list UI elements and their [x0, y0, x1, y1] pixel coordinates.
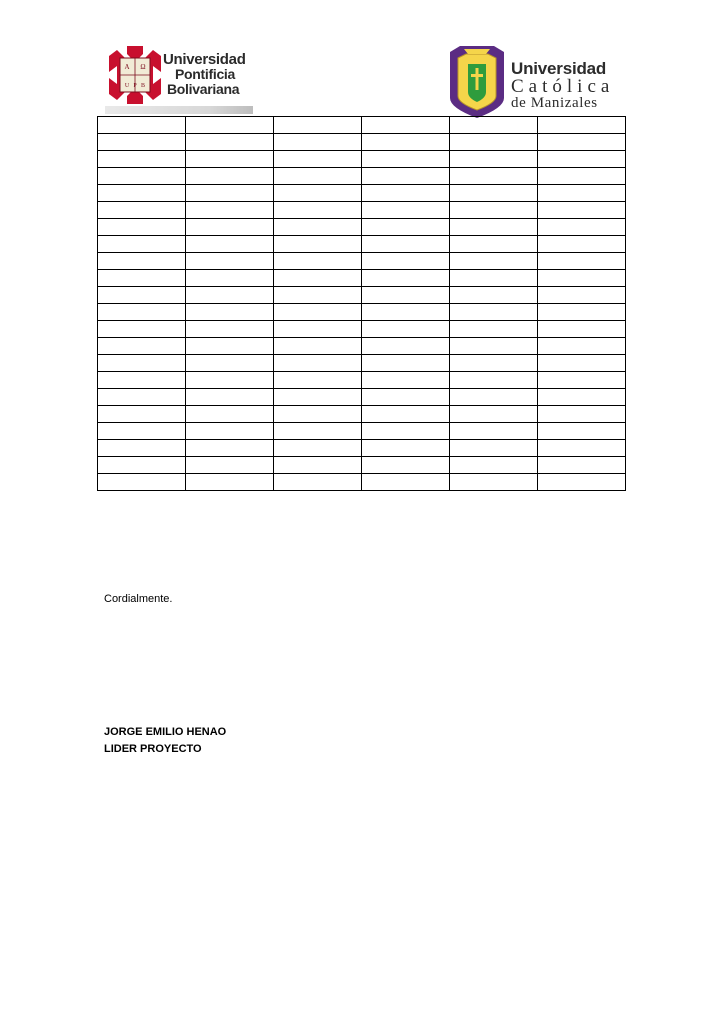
table-cell — [538, 389, 626, 406]
table-cell — [362, 338, 450, 355]
table-cell — [450, 270, 538, 287]
table-cell — [450, 389, 538, 406]
table-cell — [186, 185, 274, 202]
table-cell — [98, 134, 186, 151]
table-cell — [538, 372, 626, 389]
table-cell — [98, 117, 186, 134]
table-cell — [538, 338, 626, 355]
table-cell — [450, 474, 538, 491]
table-cell — [362, 406, 450, 423]
table-cell — [98, 185, 186, 202]
table-row — [98, 474, 626, 491]
table-cell — [186, 457, 274, 474]
table-cell — [538, 304, 626, 321]
table-cell — [98, 389, 186, 406]
table-cell — [98, 168, 186, 185]
upb-line1: Universidad — [163, 51, 246, 68]
table-row — [98, 287, 626, 304]
table-cell — [538, 253, 626, 270]
upb-cross-seal-icon — [109, 46, 161, 104]
table-cell — [186, 287, 274, 304]
table-cell — [274, 168, 362, 185]
table-cell — [450, 168, 538, 185]
table-cell — [98, 457, 186, 474]
table-row — [98, 270, 626, 287]
table-cell — [362, 253, 450, 270]
table-cell — [274, 457, 362, 474]
table-cell — [538, 423, 626, 440]
table-cell — [362, 219, 450, 236]
table-row — [98, 355, 626, 372]
table-cell — [450, 440, 538, 457]
table-cell — [186, 253, 274, 270]
table-cell — [274, 219, 362, 236]
table-cell — [538, 117, 626, 134]
table-cell — [538, 457, 626, 474]
table-cell — [98, 287, 186, 304]
table-cell — [450, 338, 538, 355]
empty-data-table — [97, 116, 626, 491]
table-cell — [98, 270, 186, 287]
upb-line2: Pontificia — [175, 66, 236, 82]
table-row — [98, 151, 626, 168]
table-cell — [274, 117, 362, 134]
table-cell — [450, 457, 538, 474]
table-cell — [274, 389, 362, 406]
table-cell — [362, 423, 450, 440]
table-cell — [450, 423, 538, 440]
table-cell — [362, 474, 450, 491]
table-row — [98, 134, 626, 151]
table-cell — [538, 185, 626, 202]
table-row — [98, 321, 626, 338]
signer-role: LIDER PROYECTO — [104, 743, 202, 755]
table-cell — [450, 321, 538, 338]
table-cell — [274, 423, 362, 440]
table-cell — [186, 474, 274, 491]
table-cell — [186, 406, 274, 423]
table-cell — [98, 440, 186, 457]
table-cell — [362, 372, 450, 389]
table-cell — [450, 253, 538, 270]
table-cell — [98, 151, 186, 168]
table-cell — [186, 440, 274, 457]
table-cell — [274, 270, 362, 287]
table-cell — [186, 236, 274, 253]
table-cell — [362, 321, 450, 338]
table-cell — [98, 474, 186, 491]
svg-text:P: P — [133, 83, 137, 89]
table-cell — [538, 270, 626, 287]
signature-block — [104, 724, 226, 758]
table-cell — [450, 219, 538, 236]
table-cell — [450, 117, 538, 134]
upb-logo — [105, 46, 253, 118]
table-cell — [362, 185, 450, 202]
ucm-shield-icon — [446, 46, 508, 118]
table-cell — [98, 321, 186, 338]
ucm-line1: Universidad — [511, 59, 607, 78]
table-cell — [362, 457, 450, 474]
table-cell — [450, 134, 538, 151]
svg-text:A: A — [124, 63, 130, 71]
table-row — [98, 304, 626, 321]
table-cell — [450, 355, 538, 372]
table-cell — [274, 372, 362, 389]
table-row — [98, 117, 626, 134]
table-cell — [186, 202, 274, 219]
table-cell — [274, 287, 362, 304]
table-cell — [186, 389, 274, 406]
table-cell — [98, 355, 186, 372]
table-row — [98, 389, 626, 406]
table-cell — [98, 202, 186, 219]
table-cell — [450, 372, 538, 389]
table-cell — [538, 168, 626, 185]
table-cell — [538, 287, 626, 304]
table-cell — [450, 406, 538, 423]
table-row — [98, 236, 626, 253]
table-cell — [362, 389, 450, 406]
table-cell — [274, 151, 362, 168]
table-row — [98, 168, 626, 185]
table-cell — [538, 440, 626, 457]
table-cell — [450, 202, 538, 219]
table-row — [98, 457, 626, 474]
table-cell — [186, 355, 274, 372]
table-cell — [538, 355, 626, 372]
ucm-line2: Católica — [511, 76, 615, 97]
ucm-logo — [446, 46, 622, 118]
table-cell — [274, 474, 362, 491]
upb-line3: Bolivariana — [167, 81, 240, 97]
table-cell — [538, 474, 626, 491]
table-cell — [538, 151, 626, 168]
table-cell — [186, 151, 274, 168]
table-cell — [362, 440, 450, 457]
table-cell — [98, 406, 186, 423]
table-cell — [274, 321, 362, 338]
signer-name: JORGE EMILIO HENAO — [104, 726, 227, 738]
table-cell — [274, 338, 362, 355]
table-cell — [362, 304, 450, 321]
table-row — [98, 253, 626, 270]
table-cell — [186, 423, 274, 440]
table-cell — [274, 253, 362, 270]
svg-text:Ω: Ω — [140, 63, 146, 71]
svg-text:U: U — [124, 83, 130, 89]
svg-text:B: B — [140, 83, 146, 89]
table-cell — [274, 134, 362, 151]
table-cell — [274, 440, 362, 457]
table-cell — [98, 372, 186, 389]
table-cell — [186, 219, 274, 236]
table-cell — [274, 355, 362, 372]
table-cell — [362, 117, 450, 134]
table-cell — [538, 406, 626, 423]
table-cell — [98, 423, 186, 440]
table-cell — [98, 338, 186, 355]
table-cell — [538, 219, 626, 236]
table-cell — [98, 236, 186, 253]
table-cell — [98, 253, 186, 270]
table-cell — [186, 168, 274, 185]
table-row — [98, 338, 626, 355]
table-cell — [362, 168, 450, 185]
table-cell — [186, 321, 274, 338]
table-cell — [186, 372, 274, 389]
table-cell — [274, 236, 362, 253]
table-row — [98, 423, 626, 440]
table-cell — [362, 270, 450, 287]
table-cell — [98, 219, 186, 236]
table-cell — [186, 117, 274, 134]
closing-text: Cordialmente. — [104, 593, 173, 605]
table-row — [98, 406, 626, 423]
table-cell — [362, 151, 450, 168]
table-cell — [186, 270, 274, 287]
table-cell — [450, 185, 538, 202]
table-row — [98, 372, 626, 389]
table-row — [98, 219, 626, 236]
table-cell — [274, 304, 362, 321]
table-row — [98, 440, 626, 457]
table-cell — [362, 134, 450, 151]
table-cell — [450, 236, 538, 253]
table-cell — [186, 134, 274, 151]
ucm-line3: de Manizales — [511, 95, 598, 111]
table-cell — [274, 185, 362, 202]
table-cell — [538, 134, 626, 151]
table-cell — [274, 202, 362, 219]
table-cell — [538, 321, 626, 338]
ucm-wordmark — [511, 60, 614, 110]
table-cell — [538, 236, 626, 253]
table-cell — [186, 338, 274, 355]
table-cell — [362, 202, 450, 219]
upb-wordmark — [163, 52, 246, 97]
table-cell — [538, 202, 626, 219]
table-row — [98, 202, 626, 219]
table-cell — [450, 287, 538, 304]
table-cell — [450, 151, 538, 168]
table-row — [98, 185, 626, 202]
table-cell — [274, 406, 362, 423]
table-cell — [98, 304, 186, 321]
table-cell — [362, 287, 450, 304]
table-cell — [186, 304, 274, 321]
table-cell — [450, 304, 538, 321]
upb-underline — [105, 106, 253, 114]
table-cell — [362, 355, 450, 372]
table-cell — [362, 236, 450, 253]
